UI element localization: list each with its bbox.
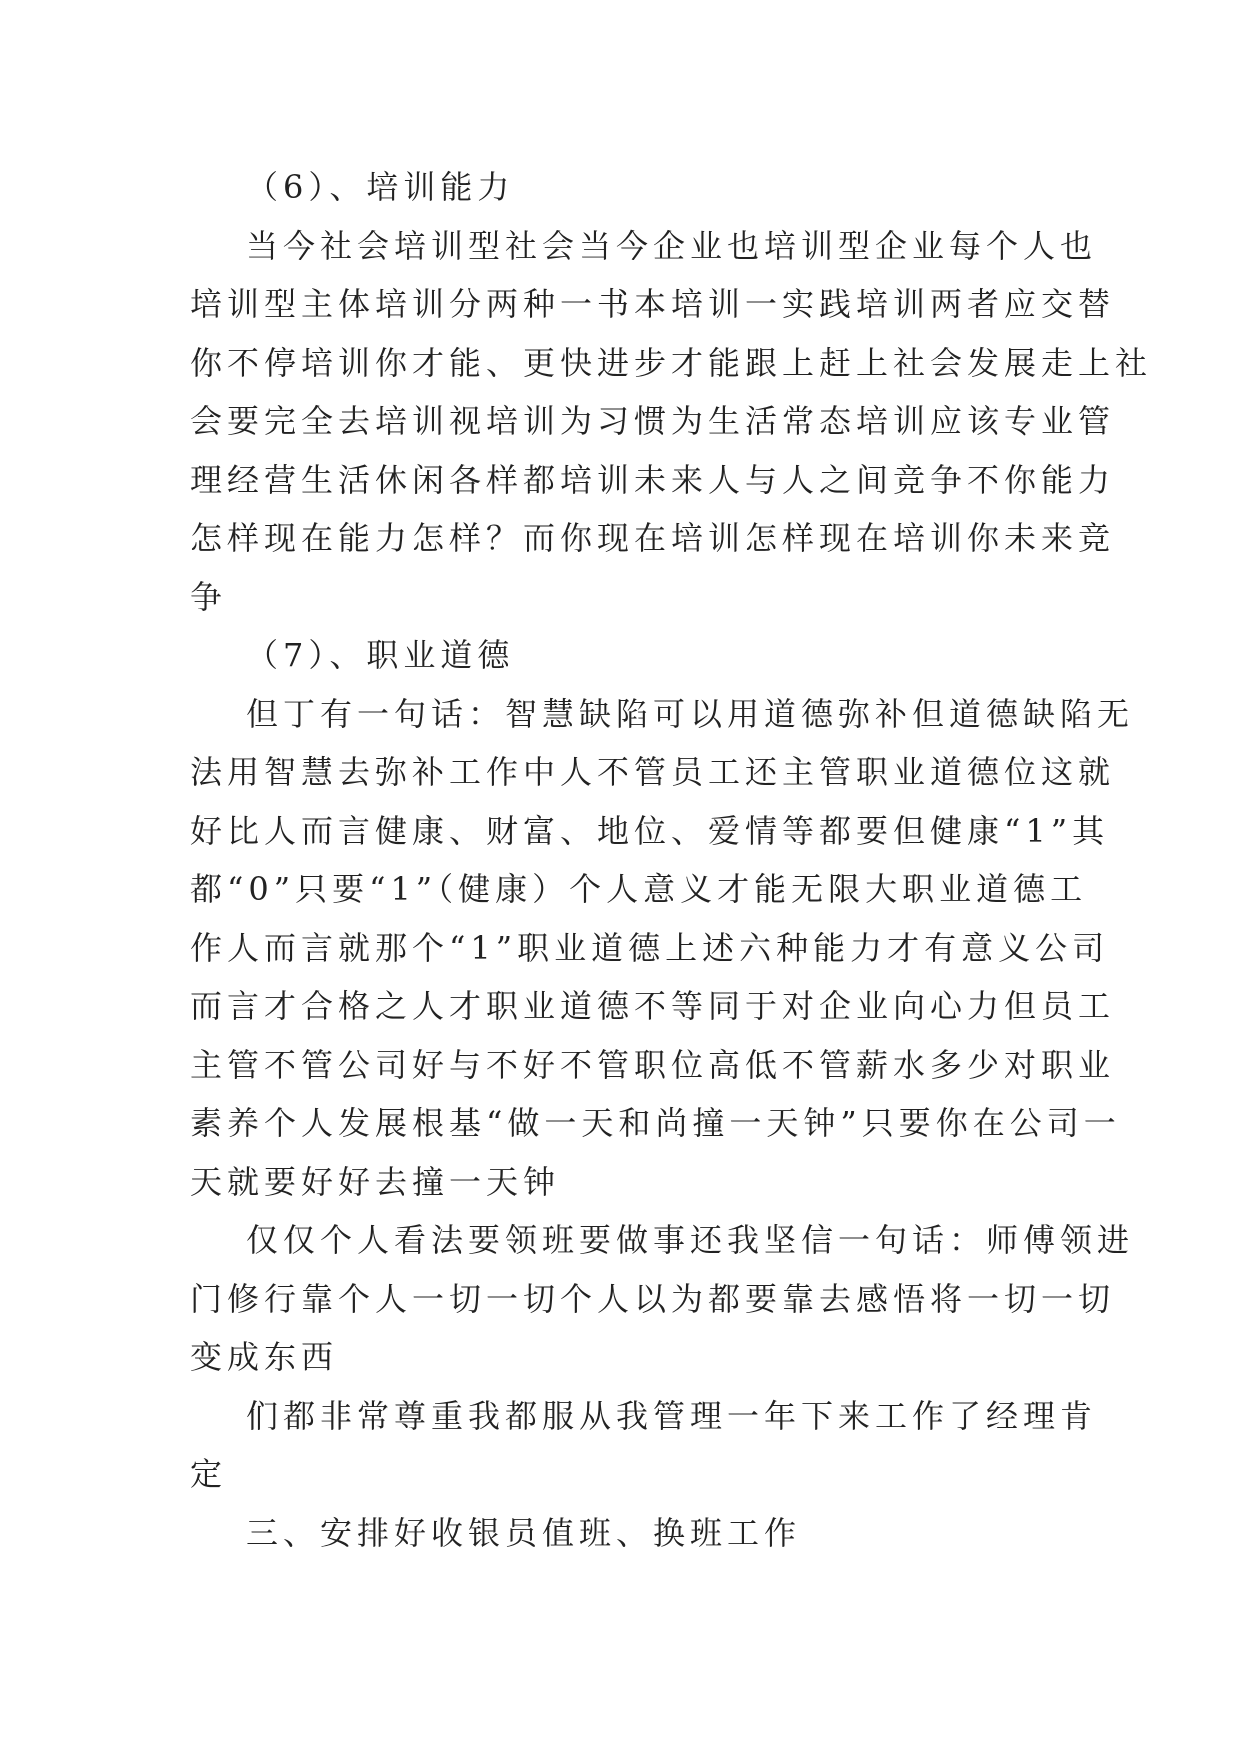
text-line: 怎样现在能力怎样？而你现在培训怎样现在培训你未来竞: [190, 519, 1116, 557]
text-line: 们都非常尊重我都服从我管理一年下来工作了经理肯: [246, 1396, 1098, 1435]
text-line: 门修行靠个人一切一切个人以为都要靠去感悟将一切一切: [190, 1279, 1116, 1318]
text-line: 培训型主体培训分两种一书本培训一实践培训两者应交替: [190, 285, 1116, 323]
text-line: 当今社会培训型社会当今企业也培训型企业每个人也: [246, 226, 1098, 265]
text-line: 素养个人发展根基“做一天和尚撞一天钟”只要你在公司一: [190, 1104, 1121, 1142]
text-line: 你不停培训你才能、更快进步才能跟上赶上社会发展走上社: [190, 343, 1153, 382]
text-line: 仅仅个人看法要领班要做事还我坚信一句话：师傅领进: [246, 1221, 1135, 1259]
text-line: 天就要好好去撞一天钟: [190, 1162, 561, 1201]
paragraph-personal-view: [190, 1211, 1135, 1387]
text-line: 变成东西: [190, 1338, 339, 1376]
text-line: 作人而言就那个“1”职业道德上述六种能力才有意义公司: [190, 928, 1110, 967]
text-line: 而言才合格之人才职业道德不等同于对企业向心力但员工: [190, 987, 1116, 1025]
text-line: 都“0”只要“1”（健康）个人意义才能无限大职业道德工: [190, 870, 1088, 908]
text-line: 理经营生活休闲各样都培训未来人与人之间竞争不你能力: [190, 460, 1116, 499]
text-line: 主管不管公司好与不好不管职位高低不管薪水多少对职业: [190, 1045, 1116, 1084]
document-body: [190, 158, 1153, 1562]
section-heading-cashier-shifts: 三、安排好收银员值班、换班工作: [246, 1513, 802, 1552]
section-heading-training-ability: （6）、培训能力: [246, 168, 515, 206]
text-line: 定: [190, 1455, 228, 1493]
text-line: 会要完全去培训视培训为习惯为生活常态培训应该专业管: [190, 402, 1116, 440]
paragraph-respect: [190, 1387, 1098, 1504]
text-line: 法用智慧去弥补工作中人不管员工还主管职业道德位这就: [190, 753, 1116, 791]
text-line: 争: [190, 577, 228, 616]
text-line: 但丁有一句话：智慧缺陷可以用道德弥补但道德缺陷无: [246, 694, 1135, 733]
section-heading-professional-ethics: （7）、职业道德: [246, 636, 515, 674]
paragraph-training: [190, 217, 1153, 627]
paragraph-ethics: [190, 685, 1135, 1212]
text-line: 好比人而言健康、财富、地位、爱情等都要但健康“1”其: [190, 811, 1110, 850]
